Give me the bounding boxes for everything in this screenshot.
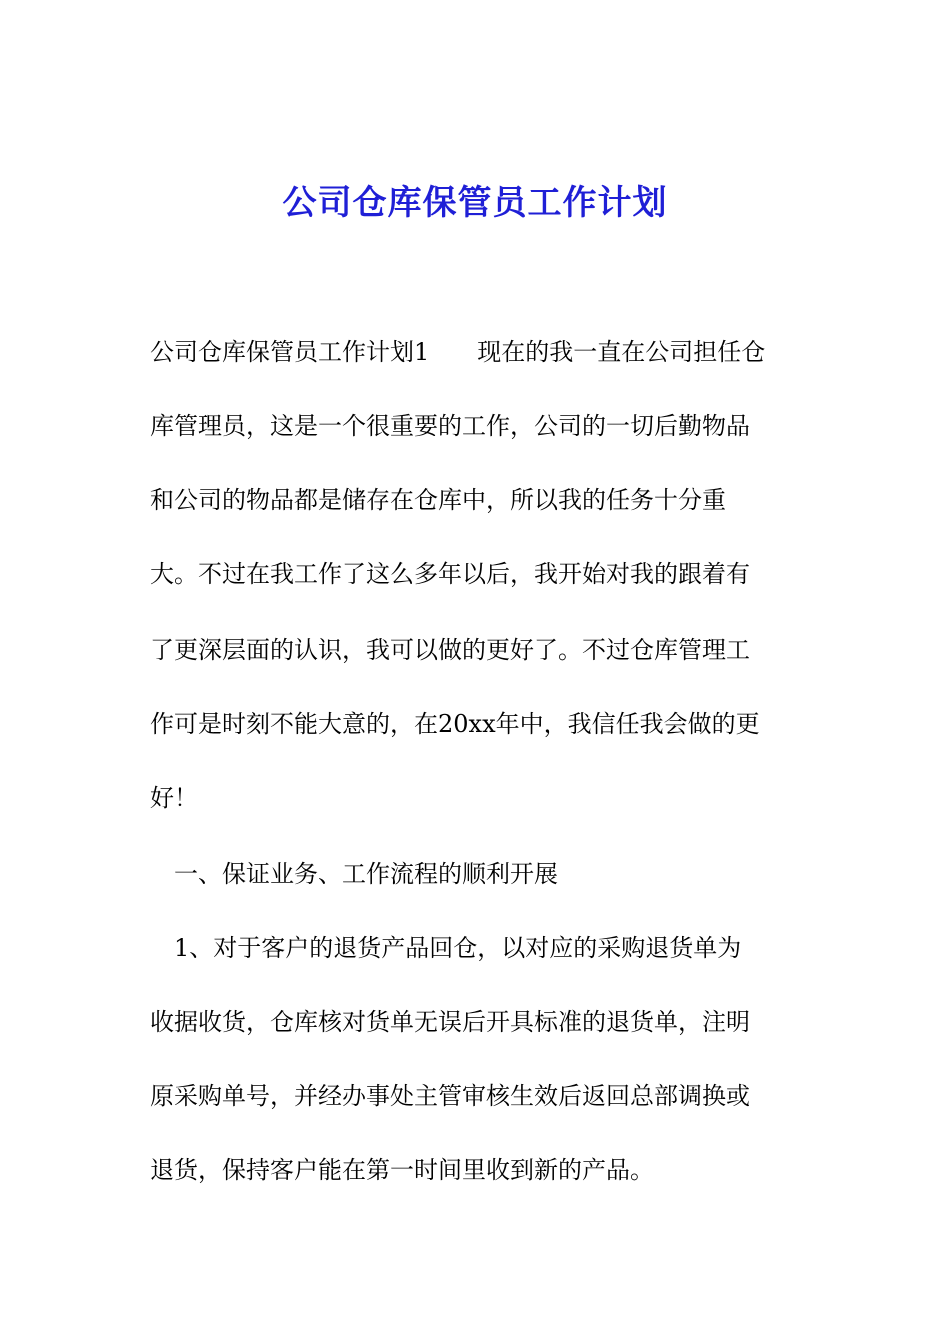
document-title: 公司仓库保管员工作计划 (282, 183, 668, 223)
body-line-7: 好！ (150, 784, 198, 812)
body-line-12: 退货，保持客户能在第一时间里收到新的产品。 (150, 1156, 654, 1184)
body-line-4: 大。不过在我工作了这么多年以后，我开始对我的跟着有 (150, 560, 750, 588)
body-line-10: 收据收货，仓库核对货单无误后开具标准的退货单，注明 (150, 1008, 750, 1036)
body-line-5: 了更深层面的认识，我可以做的更好了。不过仓库管理工 (150, 636, 750, 664)
body-line-3: 和公司的物品都是储存在仓库中，所以我的任务十分重 (150, 486, 726, 514)
body-line-2: 库管理员，这是一个很重要的工作，公司的一切后勤物品 (150, 412, 750, 440)
body-line-1: 公司仓库保管员工作计划1 现在的我一直在公司担任仓 (150, 338, 766, 366)
body-line-9: 1、对于客户的退货产品回仓，以对应的采购退货单为 (150, 934, 742, 962)
body-line-6: 作可是时刻不能大意的，在20xx年中，我信任我会做的更 (150, 710, 760, 738)
body-line-11: 原采购单号，并经办事处主管审核生效后返回总部调换或 (150, 1082, 750, 1110)
section-heading: 一、保证业务、工作流程的顺利开展 (150, 860, 558, 888)
